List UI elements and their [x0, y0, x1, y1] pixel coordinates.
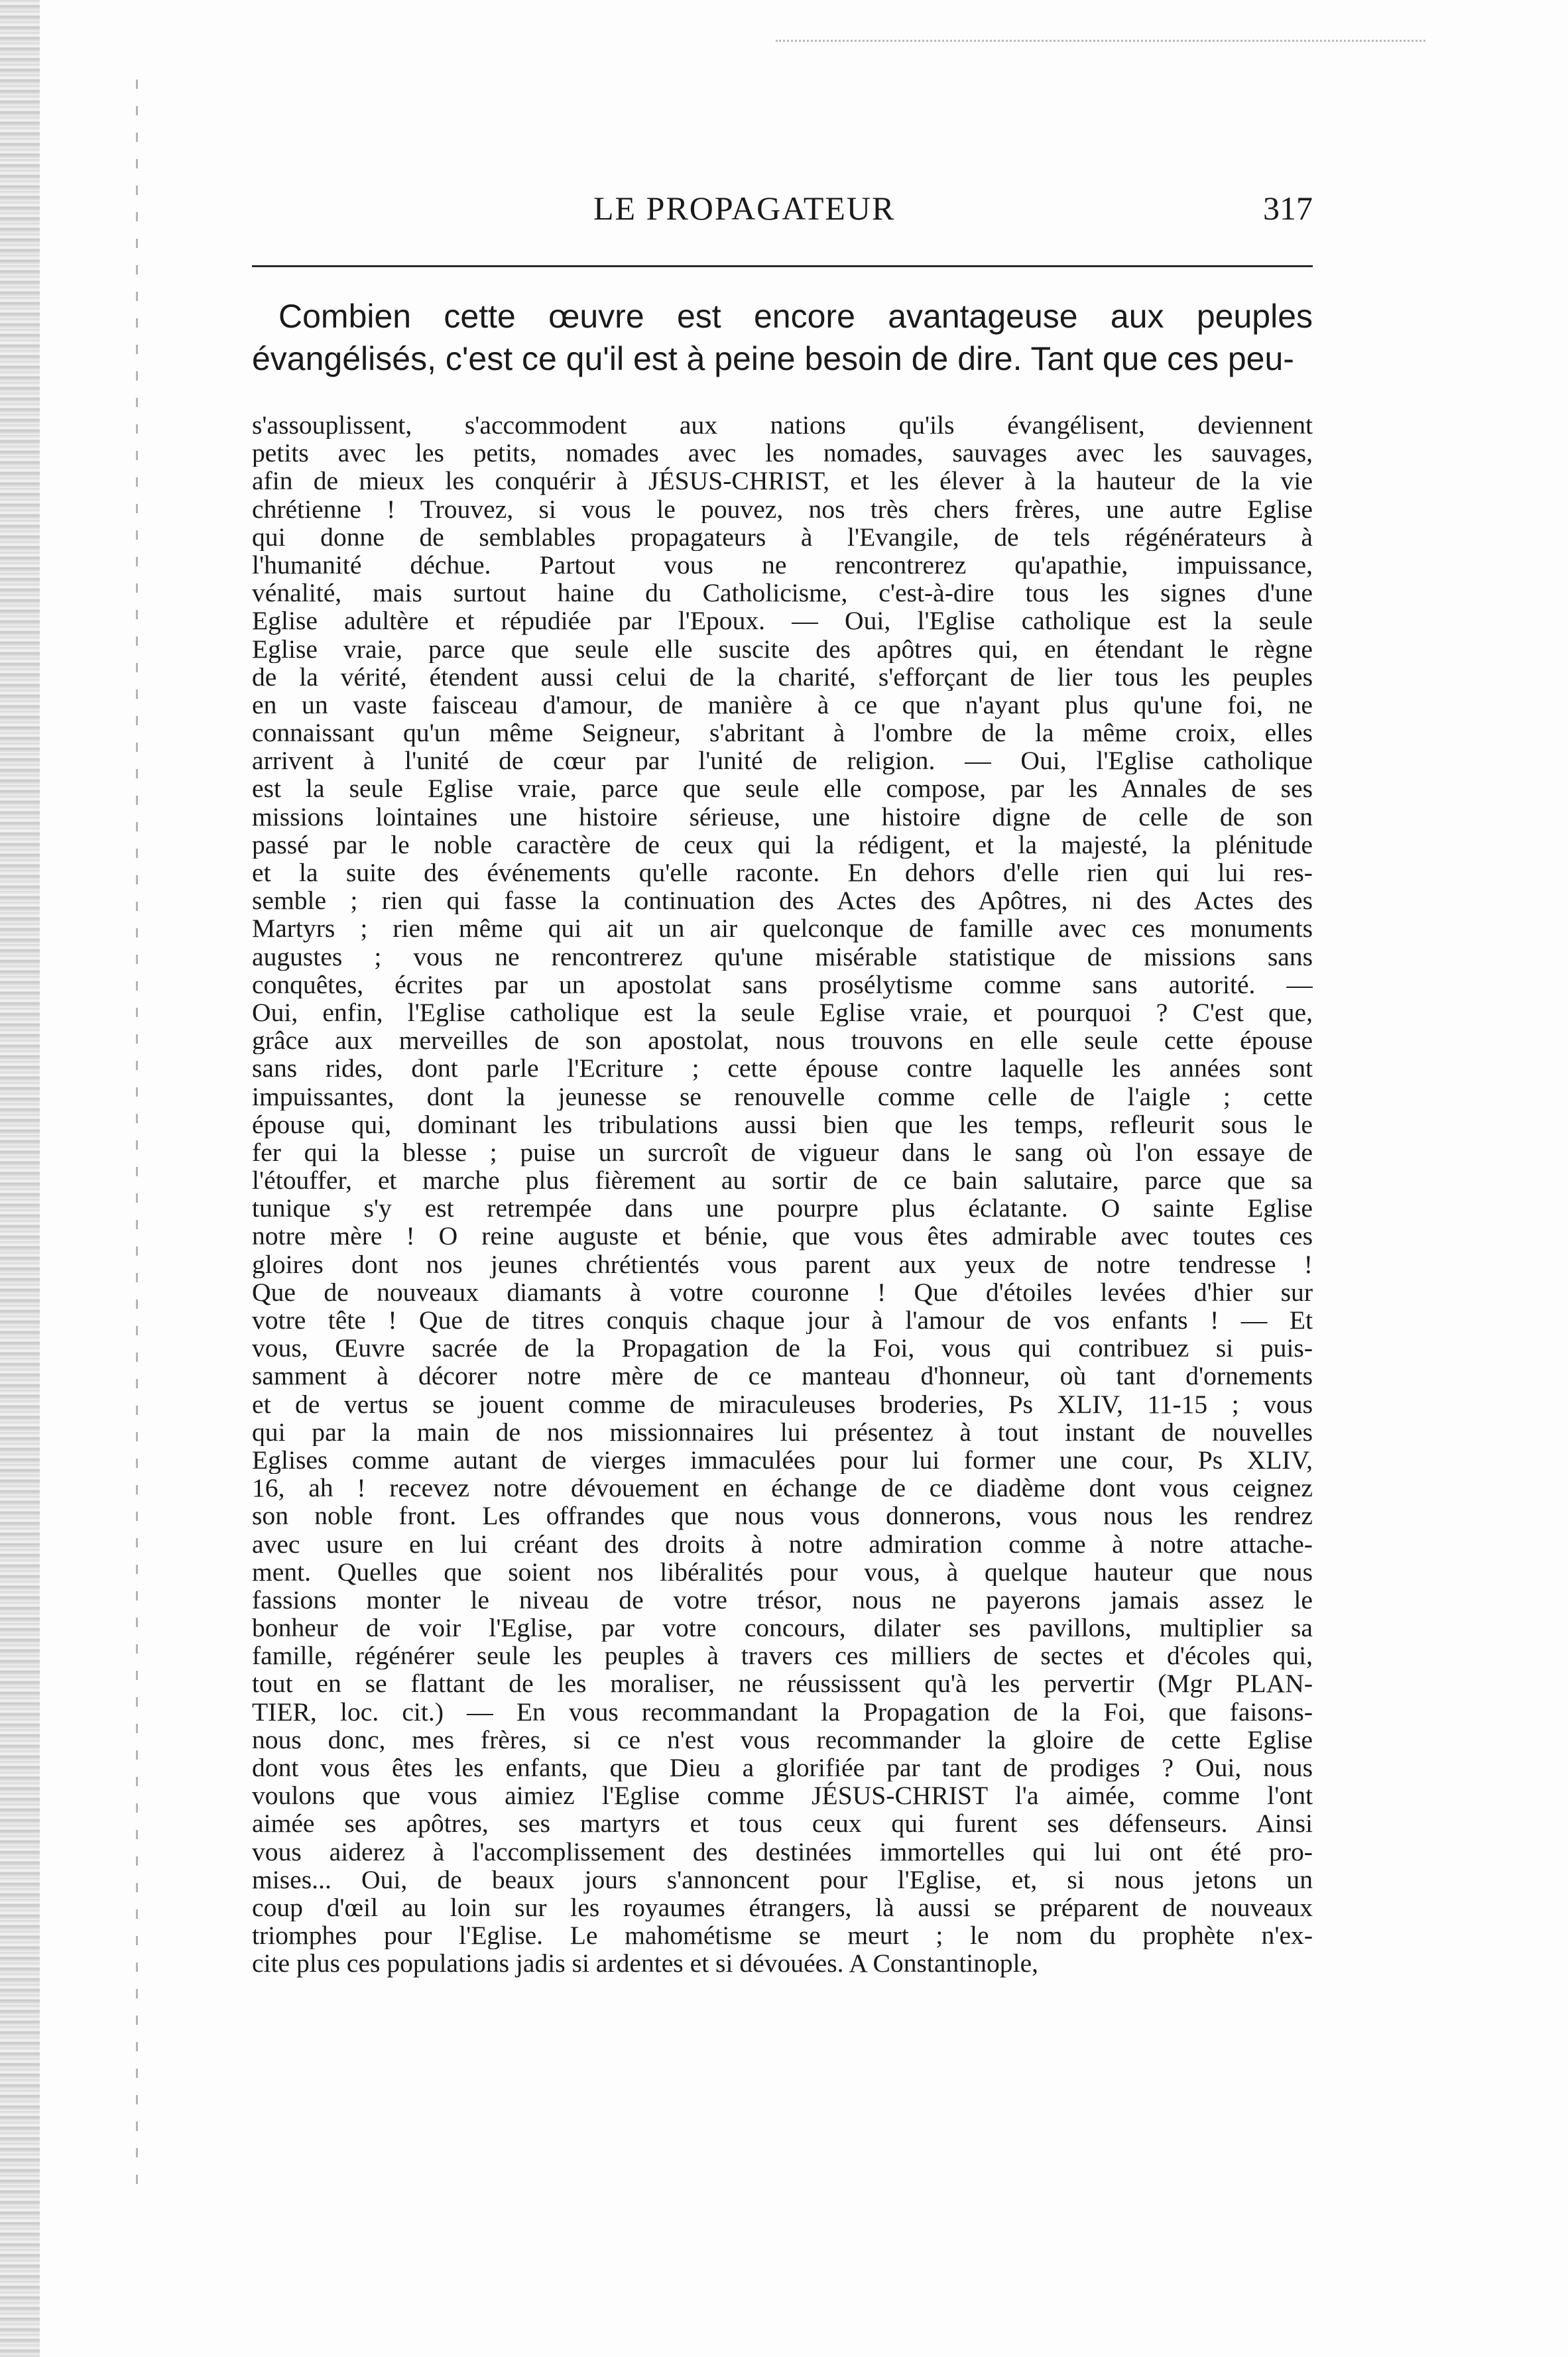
lead-paragraph: Combien cette œuvre est encore avantageuse aux peuples évangélisés, c'est ce qu'il est à peine besoin de dire. Tant que ces peu-	[252, 298, 1313, 377]
text-line: famille, régénérer seule les peuples à travers ces milliers de sectes et d'écoles qui,	[252, 1642, 1313, 1670]
text-line: triomphes pour l'Eglise. Le mahométisme se meurt ; le nom du prophète n'ex-	[252, 1921, 1313, 1950]
text-line: passé par le noble caractère de ceux qui la rédigent, et la majesté, la plénitude	[252, 830, 1313, 859]
book-page	[252, 0, 1313, 2357]
header-rule	[252, 265, 1313, 267]
text-line: augustes ; vous ne rencontrerez qu'une misérable statistique de missions sans	[252, 942, 1313, 971]
text-line: gloires dont nos jeunes chrétientés vous parent aux yeux de notre tendresse !	[252, 1250, 1313, 1278]
text-line: bonheur de voir l'Eglise, par votre concours, dilater ses pavillons, multiplier sa	[252, 1614, 1313, 1642]
text-line: vous, Œuvre sacrée de la Propagation de la Foi, vous qui contribuez si puis-	[252, 1334, 1313, 1362]
text-line: vous aiderez à l'accomplissement des destinées immortelles qui lui ont été pro-	[252, 1837, 1313, 1866]
text-line: votre tête ! Que de titres conquis chaque jour à l'amour de vos enfants ! — Et	[252, 1306, 1313, 1335]
running-head	[252, 189, 1313, 235]
text-line: avec usure en lui créant des droits à notre admiration comme à notre attache-	[252, 1530, 1313, 1558]
text-line: Eglise adultère et répudiée par l'Epoux. — Oui, l'Eglise catholique est la seule	[252, 607, 1313, 635]
scan-gutter-line	[136, 80, 138, 2201]
text-line: en un vaste faisceau d'amour, de manière à ce que n'ayant plus qu'une foi, ne	[252, 690, 1313, 719]
scan-binding-edge	[0, 0, 40, 2357]
text-line: Eglises comme autant de vierges immaculées pour lui former une cour, Ps XLIV,	[252, 1445, 1313, 1475]
text-line: afin de mieux les conquérir à JÉSUS-CHRIST, et les élever à la hauteur de la vie	[252, 467, 1313, 495]
text-line: conquêtes, écrites par un apostolat sans prosélytisme comme sans autorité. —	[252, 970, 1313, 998]
text-line: chrétienne ! Trouvez, si vous le pouvez, nos très chers frères, une autre Eglise	[252, 495, 1313, 523]
text-line: sans rides, dont parle l'Ecriture ; cette épouse contre laquelle les années sont	[252, 1054, 1313, 1083]
text-line: grâce aux merveilles de son apostolat, nous trouvons en elle seule cette épouse	[252, 1026, 1313, 1055]
running-title: LE PROPAGATEUR	[593, 190, 896, 227]
text-line: mises... Oui, de beaux jours s'annoncent pour l'Eglise, et, si nous jetons un	[252, 1865, 1313, 1894]
text-line: nous donc, mes frères, si ce n'est vous recommander la gloire de cette Eglise	[252, 1725, 1313, 1754]
text-line: coup d'œil au loin sur les royaumes étrangers, là aussi se préparent de nouveaux	[252, 1893, 1313, 1922]
text-line: Martyrs ; rien même qui ait un air quelconque de famille avec ces monuments	[252, 914, 1313, 943]
text-line: l'étouffer, et marche plus fièrement au sortir de ce bain salutaire, parce que sa	[252, 1166, 1313, 1195]
text-line: tunique s'y est retrempée dans une pourpre plus éclatante. O sainte Eglise	[252, 1194, 1313, 1223]
text-line: épouse qui, dominant les tribulations aussi bien que les temps, refleurit sous le	[252, 1110, 1313, 1138]
text-line: missions lointaines une histoire sérieuse, une histoire digne de celle de son	[252, 802, 1313, 831]
text-line: impuissantes, dont la jeunesse se renouvelle comme celle de l'aigle ; cette	[252, 1082, 1313, 1111]
text-line: fer qui la blesse ; puise un surcroît de vigueur dans le sang où l'on essaye de	[252, 1138, 1313, 1167]
text-line: aimée ses apôtres, ses martyrs et tous ceux qui furent ses défenseurs. Ainsi	[252, 1809, 1313, 1838]
text-line: voulons que vous aimiez l'Eglise comme JÉSUS-CHRIST l'a aimée, comme l'ont	[252, 1782, 1313, 1810]
text-line: vénalité, mais surtout haine du Catholicisme, c'est-à-dire tous les signes d'une	[252, 579, 1313, 607]
text-line: samment à décorer notre mère de ce manteau d'honneur, où tant d'ornements	[252, 1362, 1313, 1390]
text-line: arrivent à l'unité de cœur par l'unité de religion. — Oui, l'Eglise catholique	[252, 747, 1313, 775]
text-line: connaissant qu'un même Seigneur, s'abritant à l'ombre de la même croix, elles	[252, 719, 1313, 747]
text-line: TIER, loc. cit.) — En vous recommandant la Propagation de la Foi, que faisons-	[252, 1697, 1313, 1726]
text-line: son noble front. Les offrandes que nous vous donnerons, vous nous les rendrez	[252, 1502, 1313, 1530]
text-line: qui par la main de nos missionnaires lui présentez à tout instant de nouvelles	[252, 1418, 1313, 1446]
text-line: tout en se flattant de les moraliser, ne réussissent qu'à les pervertir (Mgr PLAN-	[252, 1669, 1313, 1698]
page-number: 317	[1263, 190, 1313, 227]
text-line: Eglise vraie, parce que seule elle suscite des apôtres qui, en étendant le règne	[252, 635, 1313, 663]
text-line: 16, ah ! recevez notre dévouement en échange de ce diadème dont vous ceignez	[252, 1474, 1313, 1502]
text-line: s'assouplissent, s'accommodent aux nations qu'ils évangélisent, deviennent	[252, 411, 1313, 440]
text-line: dont vous êtes les enfants, que Dieu a glorifiée par tant de prodiges ? Oui, nous	[252, 1754, 1313, 1782]
text-line: qui donne de semblables propagateurs à l'Evangile, de tels régénérateurs à	[252, 522, 1313, 551]
text-line: fassions monter le niveau de votre trésor, nous ne payerons jamais assez le	[252, 1585, 1313, 1614]
text-line: et la suite des événements qu'elle raconte. En dehors d'elle rien qui lui res-	[252, 859, 1313, 887]
text-line: et de vertus se jouent comme de miraculeuses broderies, Ps XLIV, 11-15 ; vous	[252, 1390, 1313, 1418]
text-line: ment. Quelles que soient nos libéralités pour vous, à quelque hauteur que nous	[252, 1557, 1313, 1586]
body-text	[252, 411, 1313, 1978]
text-line: notre mère ! O reine auguste et bénie, que vous êtes admirable avec toutes ces	[252, 1222, 1313, 1250]
text-line: petits avec les petits, nomades avec les nomades, sauvages avec les sauvages,	[252, 439, 1313, 467]
text-line: l'humanité déchue. Partout vous ne rencontrerez qu'apathie, impuissance,	[252, 550, 1313, 579]
text-line: de la vérité, étendent aussi celui de la charité, s'efforçant de lier tous les peuples	[252, 662, 1313, 691]
text-line: semble ; rien qui fasse la continuation des Actes des Apôtres, ni des Actes des	[252, 886, 1313, 915]
text-line: Que de nouveaux diamants à votre couronne ! Que d'étoiles levées d'hier sur	[252, 1278, 1313, 1306]
text-line: est la seule Eglise vraie, parce que seule elle compose, par les Annales de ses	[252, 774, 1313, 803]
text-line: cite plus ces populations jadis si ardentes et si dévouées. A Constantinople,	[252, 1949, 1039, 1978]
text-line: Oui, enfin, l'Eglise catholique est la seule Eglise vraie, et pourquoi ? C'est que,	[252, 998, 1313, 1027]
